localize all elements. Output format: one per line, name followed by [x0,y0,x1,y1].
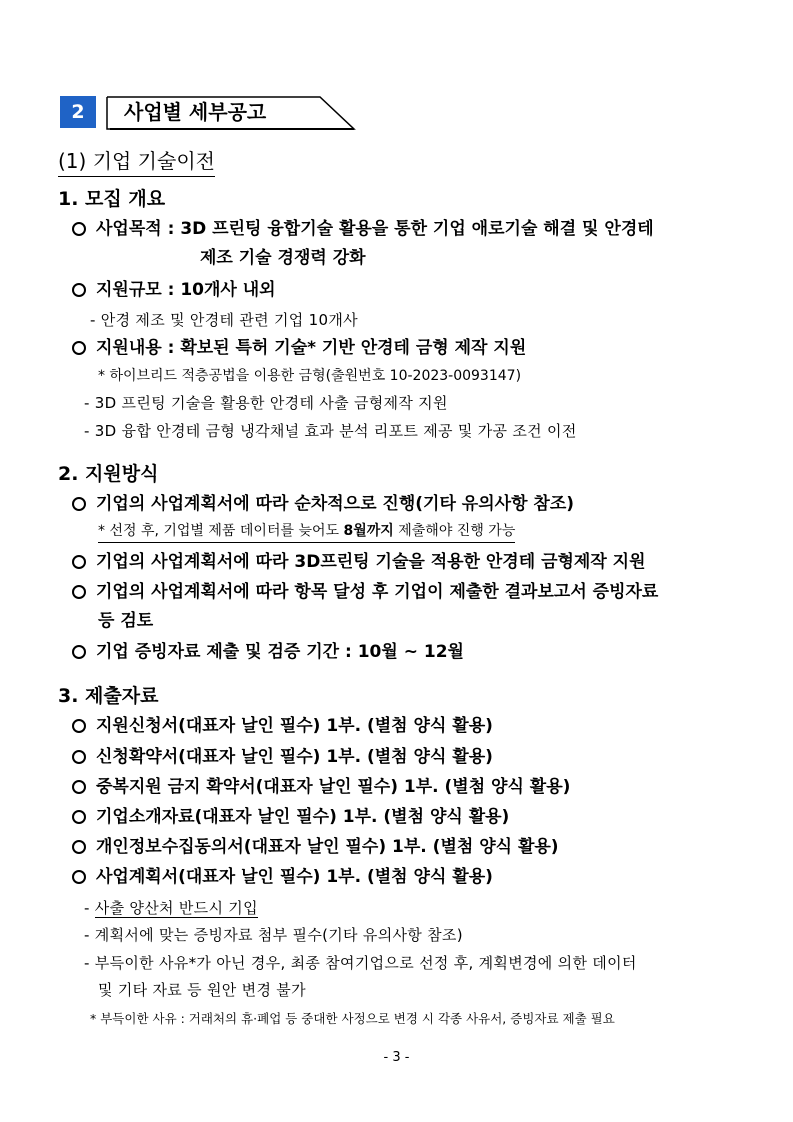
section-number-badge: 2 [60,96,96,128]
method-1-note-part-c: 제출해야 진행 가능 [393,523,516,539]
doc-item-text: 지원신청서(대표자 날인 필수) 1부. (별첨 양식 활용) [96,716,493,736]
circle-bullet-icon [72,222,86,236]
circle-bullet-icon [72,341,86,355]
circle-bullet-icon [72,780,86,794]
circle-bullet-icon [72,750,86,764]
doc-item-text: 개인정보수집동의서(대표자 날인 필수) 1부. (별첨 양식 활용) [96,837,559,857]
method-1-note-part-a: * 선정 후, 기업별 제품 데이터를 늦어도 [98,523,344,539]
circle-bullet-icon [72,870,86,884]
footnote: * 부득이한 사유 : 거래처의 휴·폐업 등 중대한 사정으로 변경 시 각종 사유서, 증빙자료 제출 필요 [90,1011,615,1026]
method-1-note [98,520,515,543]
method-3-line1: 기업의 사업계획서에 따라 항목 달성 후 기업이 제출한 결과보고서 증빙자료 [96,582,659,602]
scale-value: 10개사 내외 [180,280,276,300]
method-2-text: 기업의 사업계획서에 따라 3D프린팅 기술을 적용한 안경테 금형제작 지원 [96,552,646,572]
method-item-3 [72,578,658,606]
page-number: - 3 - [383,1050,410,1065]
doc-item [72,773,570,801]
content-detail-2: - 3D 융합 안경테 금형 냉각채널 효과 분석 리포트 제공 및 가공 조건 이전 [84,422,577,440]
method-3-line2: 등 검토 [98,611,154,631]
method-item-4 [72,638,464,666]
goal-label: 사업목적 : [96,219,181,239]
circle-bullet-icon [72,645,86,659]
doc-item-text: 신청확약서(대표자 날인 필수) 1부. (별첨 양식 활용) [96,747,493,767]
method-1-note-deadline: 8월까지 [343,523,394,539]
goal-item [72,215,654,243]
circle-bullet-icon [72,497,86,511]
scale-detail: - 안경 제조 및 안경테 관련 기업 10개사 [90,311,358,329]
doc-item [72,803,509,831]
scale-item [72,276,276,304]
method-item-1 [72,490,574,518]
circle-bullet-icon [72,810,86,824]
content-item [72,334,526,362]
content-value: 확보된 특허 기술* 기반 안경테 금형 제작 지원 [180,338,527,358]
scale-label: 지원규모 : [96,280,181,300]
dash-mark: - [84,899,95,917]
content-note: * 하이브리드 적층공법을 이용한 금형(출원번호 10-2023-0093147) [98,368,522,384]
doc-detail-3-line2: 및 기타 자료 등 원안 변경 불가 [98,981,306,999]
subsection-title: (1) 기업 기술이전 [58,146,215,177]
doc-item [72,712,493,740]
doc-detail-3-line1: - 부득이한 사유*가 아닌 경우, 최종 참여기업으로 선정 후, 계획변경에 의한 데이터 [84,954,637,972]
doc-item-text: 기업소개자료(대표자 날인 필수) 1부. (별첨 양식 활용) [96,807,510,827]
heading-support-method: 2. 지원방식 [58,463,159,485]
doc-detail-1-text: 사출 양산처 반드시 기입 [94,899,258,917]
goal-line1: 3D 프린팅 융합기술 활용을 통한 기업 애로기술 해결 및 안경테 [180,219,654,239]
circle-bullet-icon [72,585,86,599]
goal-line2: 제조 기술 경쟁력 강화 [200,248,366,268]
doc-detail-1 [84,895,258,921]
circle-bullet-icon [72,719,86,733]
content-label: 지원내용 : [96,338,181,358]
doc-item-text: 중복지원 금지 확약서(대표자 날인 필수) 1부. (별첨 양식 활용) [96,777,571,797]
method-item-2 [72,548,646,576]
circle-bullet-icon [72,283,86,297]
circle-bullet-icon [72,555,86,569]
method-4-text: 기업 증빙자료 제출 및 검증 기간 : 10월 ~ 12월 [96,642,464,662]
doc-item [72,743,493,771]
doc-item [72,863,493,891]
content-detail-1: - 3D 프린팅 기술을 활용한 안경테 사출 금형제작 지원 [84,394,448,412]
method-1-text: 기업의 사업계획서에 따라 순차적으로 진행(기타 유의사항 참조) [96,494,575,514]
circle-bullet-icon [72,840,86,854]
doc-item-text: 사업계획서(대표자 날인 필수) 1부. (별첨 양식 활용) [96,867,493,887]
doc-item [72,833,559,861]
heading-recruitment-overview: 1. 모집 개요 [58,188,166,210]
doc-detail-2: - 계획서에 맞는 증빙자료 첨부 필수(기타 유의사항 참조) [84,926,463,944]
section-title: 사업별 세부공고 [124,100,267,124]
heading-submission-docs: 3. 제출자료 [58,685,159,707]
